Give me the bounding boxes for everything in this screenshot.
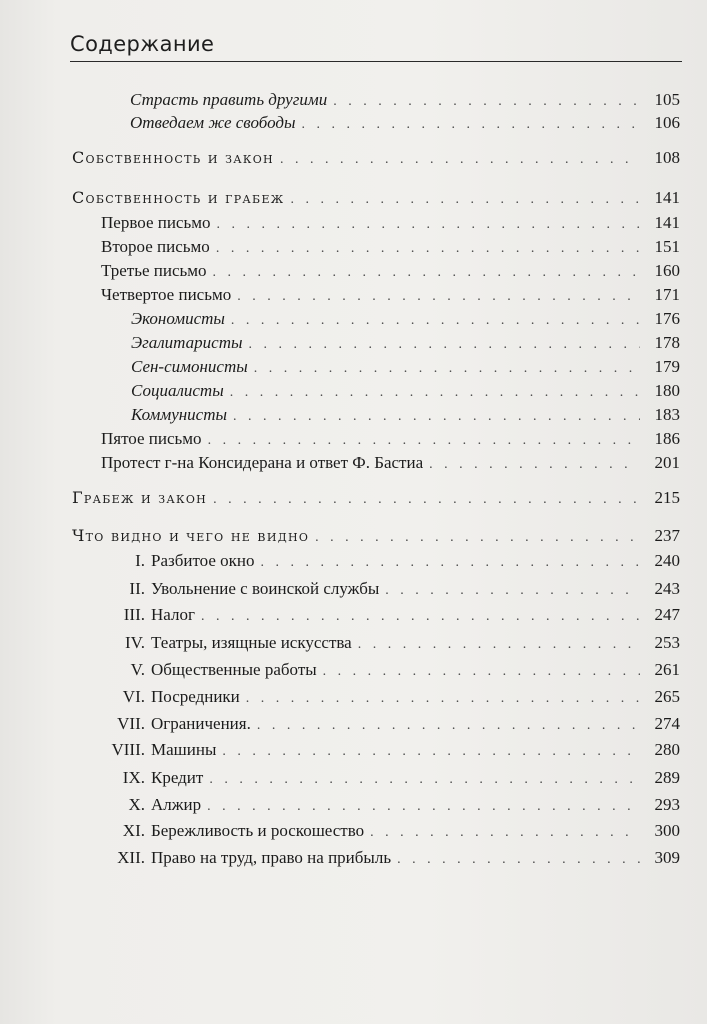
page-header	[70, 32, 682, 62]
toc-entry	[130, 90, 680, 112]
toc-entry-title: Машины	[151, 740, 217, 759]
toc-entry-number: IX.	[122, 768, 145, 787]
toc-entry-page-number: 240	[654, 551, 680, 570]
toc-entry-title: Социалисты	[131, 381, 224, 400]
toc-entry-page-number: 141	[654, 213, 680, 232]
dot-leader	[261, 553, 640, 573]
toc-entry	[101, 579, 680, 601]
dot-leader	[246, 689, 640, 709]
toc-entry-page-number: 247	[654, 605, 680, 624]
dot-leader	[222, 742, 640, 762]
toc-entry	[101, 768, 680, 790]
toc-entry	[131, 381, 680, 403]
toc-entry-page-number: 274	[654, 714, 680, 733]
dot-leader	[358, 635, 640, 655]
toc-entry-title: Отведаем же свободы	[130, 113, 296, 132]
toc-entry-page-number: 300	[654, 821, 680, 840]
toc-entry-page-number: 141	[654, 188, 680, 207]
toc-entry-title: Сен-симонисты	[131, 357, 248, 376]
toc-entry-title: Общественные работы	[151, 660, 317, 679]
toc-entry-number: VIII.	[111, 740, 145, 759]
toc-entry	[101, 821, 680, 843]
toc-entry	[101, 605, 680, 627]
toc-entry-page-number: 171	[654, 285, 680, 304]
toc-entry-title: Право на труд, право на прибыль	[151, 848, 392, 867]
toc-entry-page-number: 106	[654, 113, 680, 132]
toc-entry-title: Четвертое письмо	[101, 285, 232, 304]
toc-entry	[131, 309, 680, 331]
toc-entry-title: Театры, изящные искусства	[151, 633, 352, 652]
toc-entry	[72, 526, 680, 548]
toc-entry	[101, 714, 680, 736]
toc-entry-page-number: 180	[654, 381, 680, 400]
toc-entry-page-number: 293	[654, 795, 680, 814]
dot-leader	[280, 150, 640, 170]
toc-entry-page-number: 176	[654, 309, 680, 328]
toc-entry-page-number: 108	[654, 148, 680, 167]
toc-entry-number: VII.	[117, 714, 145, 733]
toc-entry	[101, 285, 680, 307]
toc-entry-page-number: 160	[654, 261, 680, 280]
toc-entry	[101, 453, 680, 475]
dot-leader	[213, 263, 640, 283]
toc-entry-number: I.	[135, 551, 145, 570]
toc-entry-title: Коммунисты	[131, 405, 228, 424]
toc-entry	[101, 261, 680, 283]
dot-leader	[217, 215, 641, 235]
toc-entry	[101, 237, 680, 259]
toc-entry-page-number: 243	[654, 579, 680, 598]
toc-entry-title: Посредники	[151, 687, 240, 706]
toc-entry-title: Налог	[151, 605, 195, 624]
toc-entry-title: Эгалитаристы	[131, 333, 243, 352]
toc-entry-title: Пятое письмо	[101, 429, 202, 448]
page-title: Содержание	[70, 32, 215, 56]
dot-leader	[257, 716, 640, 736]
toc-entry	[101, 551, 680, 573]
dot-leader	[208, 431, 640, 451]
dot-leader	[301, 115, 640, 135]
dot-leader	[333, 92, 640, 112]
toc-entry-page-number: 261	[654, 660, 680, 679]
toc-entry-number: II.	[129, 579, 145, 598]
toc-entry-title: Увольнение с воинской службы	[151, 579, 380, 598]
toc-entry-page-number: 289	[654, 768, 680, 787]
toc-entry-number: VI.	[122, 687, 145, 706]
toc-entry-title: Второе письмо	[101, 237, 210, 256]
toc-entry-page-number: 237	[654, 526, 680, 545]
dot-leader	[397, 850, 640, 870]
toc-entry	[101, 740, 680, 762]
toc-entry-number: V.	[130, 660, 145, 679]
toc-entry	[131, 333, 680, 355]
toc-entry-number: XI.	[122, 821, 145, 840]
dot-leader	[323, 662, 640, 682]
dot-leader	[249, 335, 641, 355]
toc-entry	[101, 213, 680, 235]
toc-entry	[72, 148, 680, 170]
dot-leader	[370, 823, 640, 843]
toc-entry	[101, 687, 680, 709]
toc-entry-number: III.	[123, 605, 145, 624]
dot-leader	[315, 528, 640, 548]
toc-entry	[101, 795, 680, 817]
toc-entry-page-number: 179	[654, 357, 680, 376]
dot-leader	[230, 383, 640, 403]
toc-entry-page-number: 186	[654, 429, 680, 448]
toc-entry	[72, 488, 680, 510]
dot-leader	[231, 311, 640, 331]
dot-leader	[254, 359, 640, 379]
toc-entry-title: Ограничения.	[151, 714, 251, 733]
toc-entry-title: Грабеж и закон	[72, 488, 208, 507]
toc-entry	[101, 660, 680, 682]
toc-entry-title: Собственность и закон	[72, 148, 274, 167]
dot-leader	[209, 770, 640, 790]
toc-entry-page-number: 265	[654, 687, 680, 706]
dot-leader	[216, 239, 640, 259]
toc-entry-number: IV.	[125, 633, 145, 652]
toc-entry-title: Первое письмо	[101, 213, 211, 232]
dot-leader	[290, 190, 640, 210]
toc-entry-number: XII.	[117, 848, 145, 867]
toc-entry-page-number: 309	[654, 848, 680, 867]
dot-leader	[385, 581, 640, 601]
toc-entry	[101, 633, 680, 655]
toc-entry	[72, 188, 680, 210]
toc-entry-title: Собственность и грабеж	[72, 188, 285, 207]
dot-leader	[201, 607, 640, 627]
toc-entry	[101, 848, 680, 870]
toc-entry-number: X.	[128, 795, 145, 814]
toc-entry	[101, 429, 680, 451]
toc-entry-page-number: 178	[654, 333, 680, 352]
toc-entry-page-number: 201	[654, 453, 680, 472]
toc-entry-page-number: 151	[654, 237, 680, 256]
toc-entry-title: Кредит	[151, 768, 204, 787]
toc-entry-title: Алжир	[151, 795, 202, 814]
toc-entry-page-number: 280	[654, 740, 680, 759]
toc-entry-title: Экономисты	[131, 309, 225, 328]
toc-entry-page-number: 105	[654, 90, 680, 109]
dot-leader	[237, 287, 640, 307]
toc-entry-title: Протест г-на Консидерана и ответ Ф. Бастиа	[101, 453, 424, 472]
dot-leader	[213, 490, 640, 510]
toc-entry-title: Страсть править другими	[130, 90, 328, 109]
toc-entry-title: Разбитое окно	[151, 551, 255, 570]
dot-leader	[207, 797, 640, 817]
toc-entry	[130, 113, 680, 135]
dot-leader	[429, 455, 640, 475]
toc-entry	[131, 405, 680, 427]
toc-entry-title: Третье письмо	[101, 261, 207, 280]
toc-entry-page-number: 215	[654, 488, 680, 507]
toc-entry-page-number: 183	[654, 405, 680, 424]
toc-entry-page-number: 253	[654, 633, 680, 652]
toc-entry	[131, 357, 680, 379]
dot-leader	[233, 407, 640, 427]
toc-entry-title: Что видно и чего не видно	[72, 526, 310, 545]
toc-entry-title: Бережливость и роскошество	[151, 821, 365, 840]
